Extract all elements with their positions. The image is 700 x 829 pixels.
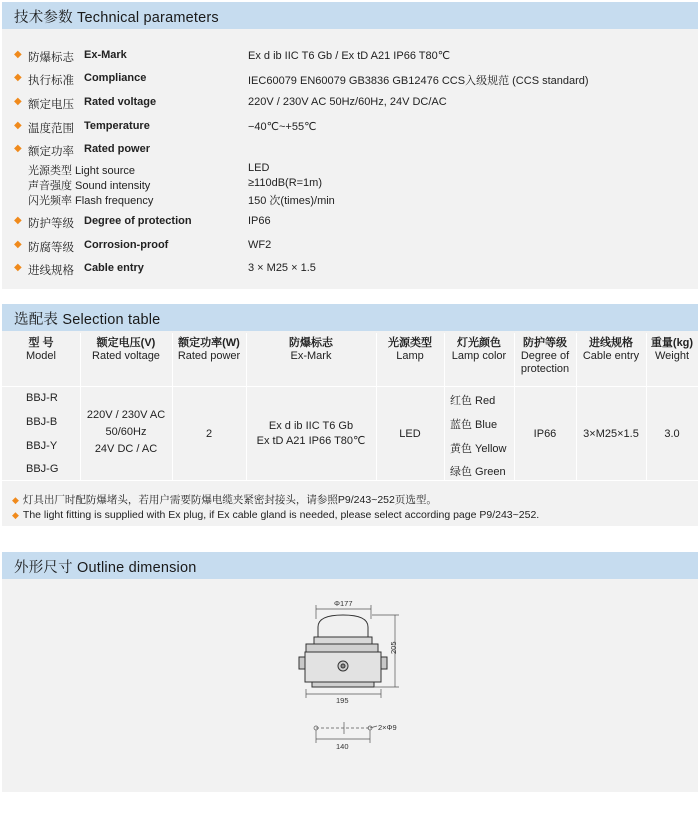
lamp-body <box>299 615 387 687</box>
technical-section-header <box>2 2 698 29</box>
spec-sub-light <box>2 161 698 177</box>
spec-cn: 防爆标志 <box>28 52 74 64</box>
spec-row-corrosion <box>2 237 698 255</box>
header-weight: 重量(kg) Weight <box>650 337 694 362</box>
bullet-icon: ◆ <box>14 120 22 131</box>
note-en: ◆ The light fitting is supplied with Ex plug, if Ex cable gland is needed, please select according page P9/243~252. <box>12 509 540 521</box>
selection-section-header <box>2 304 698 331</box>
header-protection: 防护等级 Degree of protection <box>520 337 570 375</box>
spec-en: Degree of protection <box>84 215 192 227</box>
sub-value: LED <box>248 162 270 174</box>
color-cell: 黄色 Yellow <box>450 443 507 455</box>
spec-row-exmark <box>2 47 698 65</box>
model-cell: BBJ-Y <box>26 440 58 452</box>
header-voltage: 额定电压(V) Rated voltage <box>92 337 160 362</box>
color-cell: 蓝色 Blue <box>450 419 498 431</box>
technical-panel <box>2 29 698 289</box>
header-lamp-color: 灯光颜色 Lamp color <box>451 337 507 362</box>
bullet-icon: ◆ <box>14 143 22 154</box>
spec-en: Temperature <box>84 120 150 132</box>
spec-cn: 额定电压 <box>28 99 74 111</box>
header-exmark: 防爆标志 Ex-Mark <box>289 337 333 362</box>
spec-sub-sound <box>2 176 698 192</box>
dim-top-label: Φ177 <box>334 599 353 608</box>
spec-row-compliance <box>2 70 698 88</box>
header-model: 型 号 Model <box>26 337 56 362</box>
model-cell: BBJ-B <box>26 416 58 428</box>
sub-value: 150 次(times)/min <box>248 195 335 207</box>
spec-value: −40℃~+55℃ <box>248 121 317 133</box>
bullet-icon: ◆ <box>14 72 22 83</box>
spec-en: Cable entry <box>84 262 144 274</box>
spec-row-voltage <box>2 94 698 112</box>
bullet-icon: ◆ <box>14 262 22 273</box>
spec-value: IEC60079 EN60079 GB3836 GB12476 CCS入级规范 (CCS standard) <box>248 75 589 87</box>
spec-value: 220V / 230V AC 50Hz/60Hz, 24V DC/AC <box>248 96 447 108</box>
outline-section-header <box>2 552 698 579</box>
spec-en: Rated voltage <box>84 96 157 108</box>
header-power: 额定功率(W) Rated power <box>177 337 241 362</box>
spec-sub-flash <box>2 191 698 207</box>
sub-label: 声音强度 Sound intensity <box>28 180 151 192</box>
technical-title: 技术参数 Technical parameters <box>14 10 219 26</box>
spec-cn: 进线规格 <box>28 265 74 277</box>
color-cell: 红色 Red <box>450 395 496 407</box>
model-cell: BBJ-R <box>26 392 58 404</box>
cable-cell: 3×M25×1.5 <box>583 428 639 440</box>
outline-drawing <box>0 579 700 792</box>
dim-hole-label: 2×Φ9 <box>378 723 397 732</box>
spec-value: IP66 <box>248 215 271 227</box>
weight-cell: 3.0 <box>664 428 680 440</box>
spec-en: Ex-Mark <box>84 49 127 61</box>
spec-cn: 执行标准 <box>28 75 74 87</box>
spec-row-cable <box>2 260 698 278</box>
spec-cn: 温度范围 <box>28 123 74 135</box>
spec-en: Rated power <box>84 143 151 155</box>
header-cable: 进线规格 Cable entry <box>582 337 640 362</box>
sub-label: 闪光频率 Flash frequency <box>28 195 154 207</box>
spec-value: Ex d ib IIC T6 Gb / Ex tD A21 IP66 T80℃ <box>248 50 451 62</box>
spec-value: WF2 <box>248 239 272 251</box>
spec-cn: 防护等级 <box>28 218 74 230</box>
spec-row-power <box>2 141 698 159</box>
base-holes <box>314 722 377 743</box>
note-cn: ◆ 灯具出厂时配防爆堵头，若用户需要防爆电缆夹紧密封接头，请参照P9/243~252页选型。 <box>12 494 437 506</box>
spec-row-temperature <box>2 118 698 136</box>
exmark-cell: Ex d ib IIC T6 Gb Ex tD A21 IP66 T80℃ <box>256 420 366 447</box>
spec-value: 3 × M25 × 1.5 <box>248 262 316 274</box>
outline-title: 外形尺寸 Outline dimension <box>14 560 197 576</box>
bullet-icon: ◆ <box>14 49 22 60</box>
protection-cell: IP66 <box>533 428 557 440</box>
bullet-icon: ◆ <box>12 495 19 505</box>
dim-height-label: 205 <box>389 641 398 654</box>
bullet-icon: ◆ <box>14 96 22 107</box>
spec-en: Compliance <box>84 72 147 84</box>
voltage-cell: 220V / 230V AC 50/60Hz 24V DC / AC <box>86 409 166 455</box>
selection-title: 选配表 Selection table <box>14 312 161 328</box>
dim-base-label: 140 <box>336 742 349 751</box>
bullet-icon: ◆ <box>12 510 19 520</box>
power-cell: 2 <box>205 428 213 440</box>
spec-en: Corrosion-proof <box>84 239 169 251</box>
model-cell: BBJ-G <box>26 463 59 475</box>
lamp-cell: LED <box>399 428 421 440</box>
selection-table <box>2 333 698 481</box>
header-lamp: 光源类型 Lamp <box>388 337 432 362</box>
spec-cn: 防腐等级 <box>28 242 74 254</box>
dim-width-label: 195 <box>336 696 349 705</box>
bullet-icon: ◆ <box>14 239 22 250</box>
bullet-icon: ◆ <box>14 215 22 226</box>
spec-cn: 额定功率 <box>28 146 74 158</box>
color-cell: 绿色 Green <box>450 466 506 478</box>
sub-label: 光源类型 Light source <box>28 165 135 177</box>
spec-row-protection <box>2 213 698 231</box>
sub-value: ≥110dB(R=1m) <box>248 177 323 189</box>
